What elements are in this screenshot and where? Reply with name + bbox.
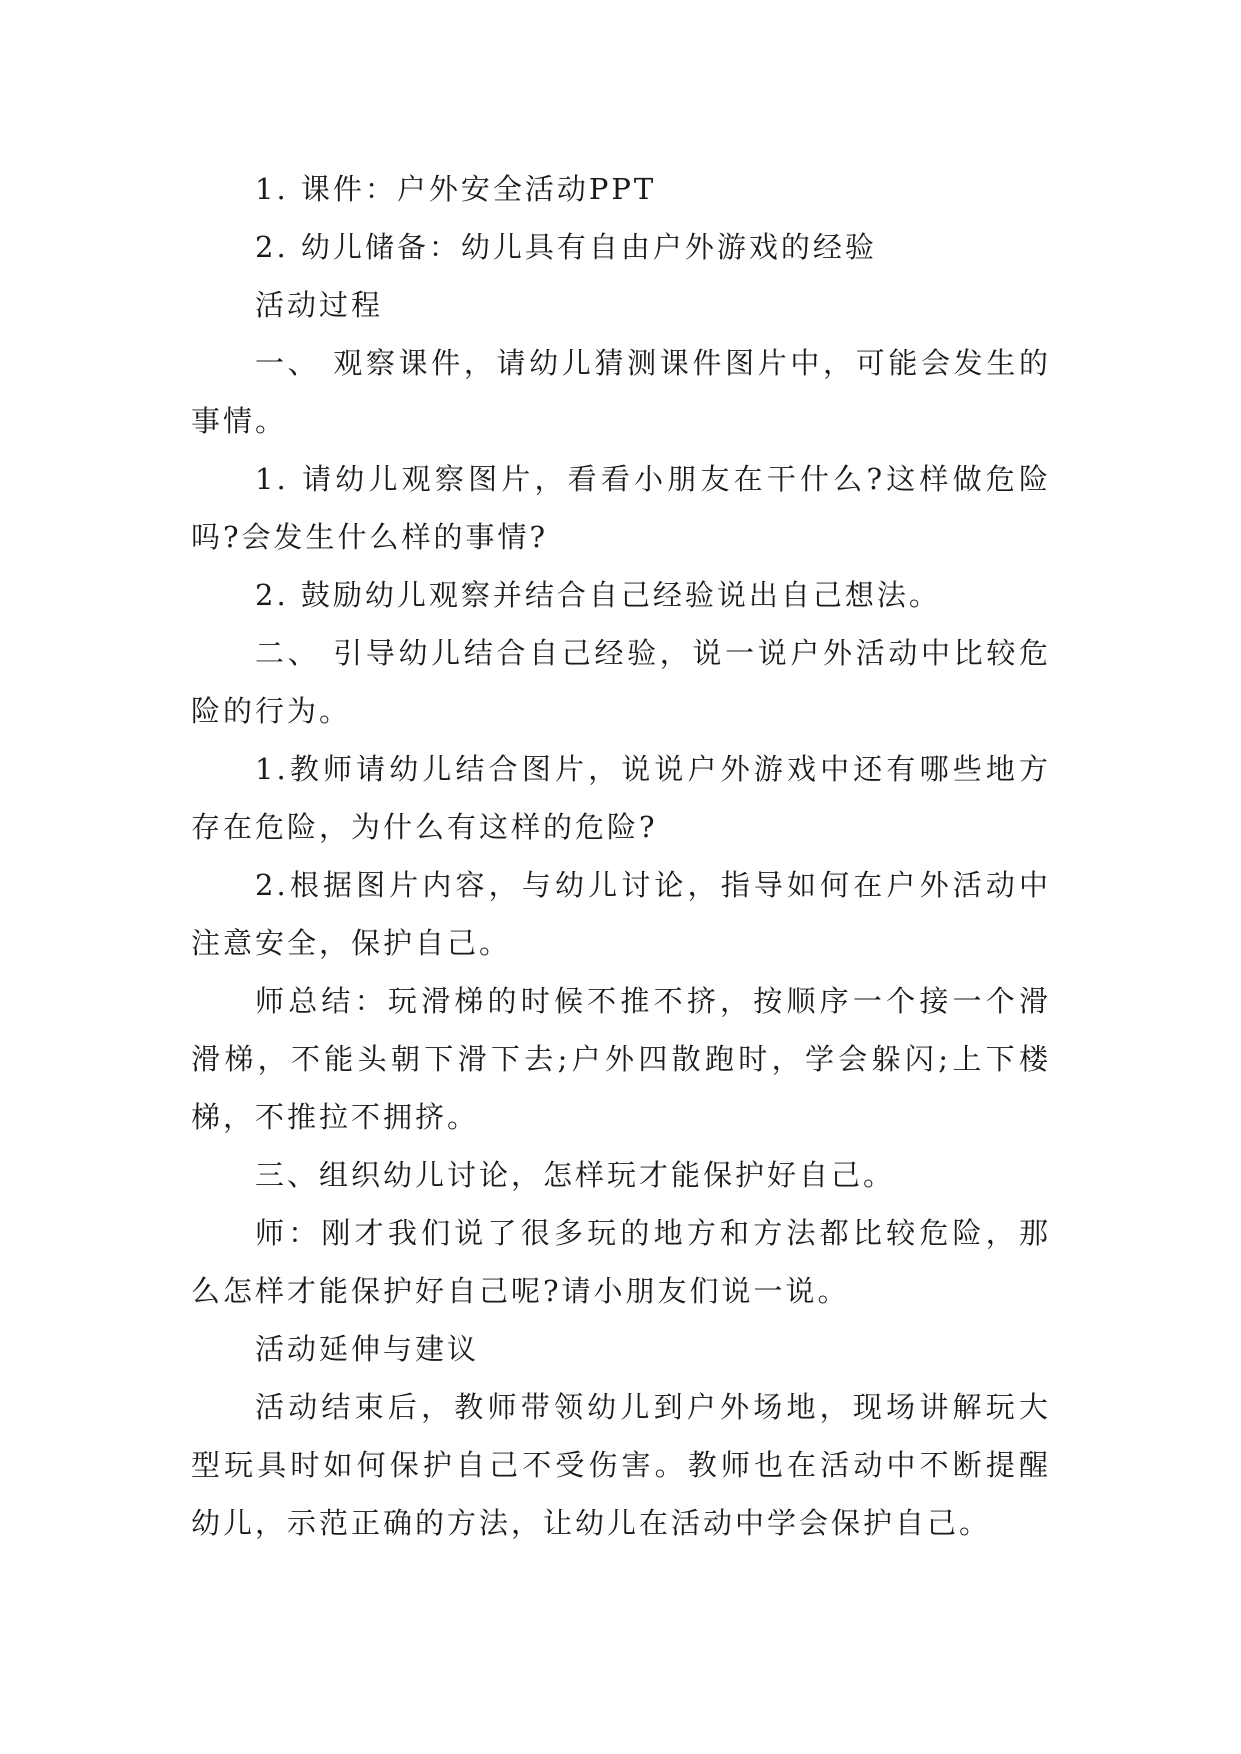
paragraph-step-one: 一、 观察课件，请幼儿猜测课件图片中，可能会发生的事情。 xyxy=(191,346,1051,438)
paragraph-material-children-prep: 2. 幼儿储备：幼儿具有自由户外游戏的经验 xyxy=(255,230,877,264)
document-body xyxy=(191,160,1051,1552)
paragraph-material-courseware: 1. 课件：户外安全活动PPT xyxy=(255,172,657,206)
paragraph-step-two: 二、 引导幼儿结合自己经验，说一说户外活动中比较危险的行为。 xyxy=(191,636,1051,728)
paragraph-step-one-item-1: 1. 请幼儿观察图片，看看小朋友在干什么?这样做危险吗?会发生什么样的事情? xyxy=(191,462,1051,554)
paragraph-teacher-question: 师：刚才我们说了很多玩的地方和方法都比较危险，那么怎样才能保护好自己呢?请小朋友们说一说。 xyxy=(191,1216,1051,1308)
paragraph-step-one-item-2: 2. 鼓励幼儿观察并结合自己经验说出自己想法。 xyxy=(255,578,941,612)
heading-activity-process: 活动过程 xyxy=(255,288,384,322)
heading-activity-extension: 活动延伸与建议 xyxy=(255,1332,480,1366)
paragraph-step-two-item-1: 1.教师请幼儿结合图片，说说户外游戏中还有哪些地方存在危险，为什么有这样的危险? xyxy=(191,752,1051,844)
paragraph-step-two-item-2: 2.根据图片内容，与幼儿讨论，指导如何在户外活动中注意安全，保护自己。 xyxy=(191,868,1051,960)
paragraph-extension-detail: 活动结束后，教师带领幼儿到户外场地，现场讲解玩大型玩具时如何保护自己不受伤害。教师也在活动中不断提醒幼儿，示范正确的方法，让幼儿在活动中学会保护自己。 xyxy=(191,1390,1051,1540)
paragraph-step-three: 三、组织幼儿讨论，怎样玩才能保护好自己。 xyxy=(255,1158,896,1192)
paragraph-teacher-summary: 师总结：玩滑梯的时候不推不挤，按顺序一个接一个滑滑梯，不能头朝下滑下去;户外四散跑时，学会躲闪;上下楼梯，不推拉不拥挤。 xyxy=(191,984,1051,1134)
